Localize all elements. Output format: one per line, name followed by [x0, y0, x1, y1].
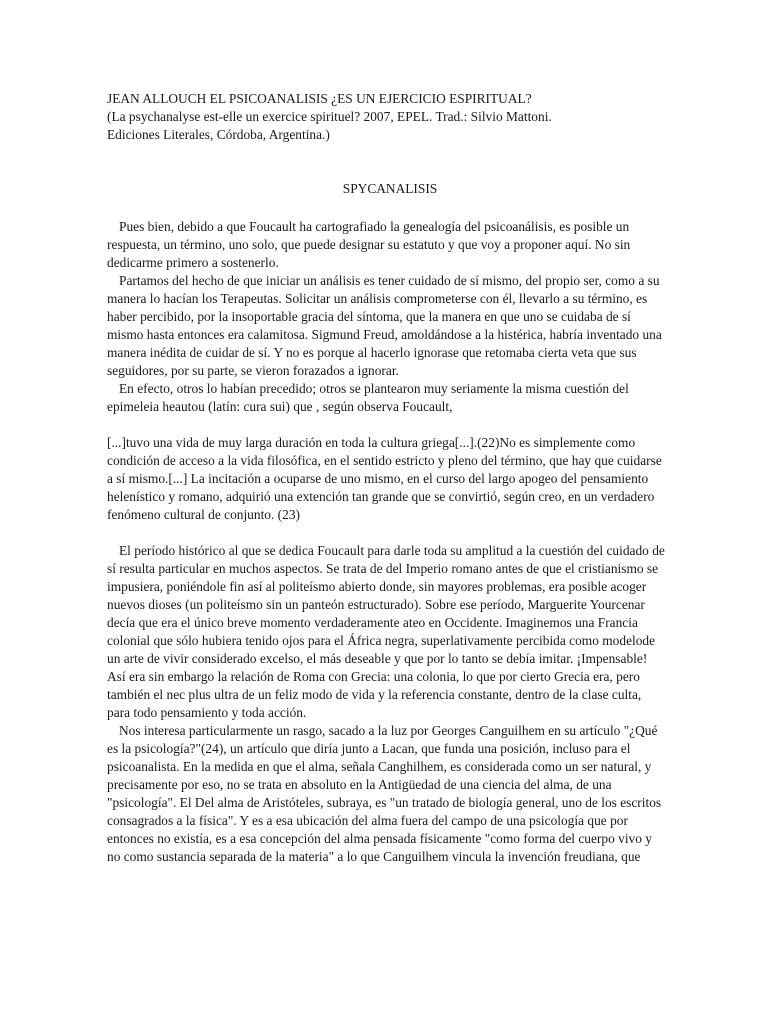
body-paragraph: El período histórico al que se dedica Foucault para darle toda su amplitud a la cuestión del cuidado de sí resulta particular en muchos aspectos. Se trata de del Imperio romano antes de que el cristianismo se impusiera, poniéndole fin así al politeísmo abierto donde, sin mayores problemas, era posible acoger nuevos dioses (un politeísmo sin un panteón estructurado). Sobre ese período, Marguerite Yourcenar decía que era el único breve momento verdaderamente ateo en Occidente. Imaginemos una Francia colonial que sólo hubiera tenido ojos para el África negra, superlativamente percibida como modelode un arte de vivir considerado excelso, el más deseable y que por lo tanto se debía imitar. ¡Impensable! Así era sin embargo la relación de Roma con Grecia: una colonia, lo que por cierto Grecia era, pero también el nec plus ultra de un feliz modo de vida y la referencia constante, dentro de la clase culta, para todo pensamiento y toda acción. [107, 543, 665, 720]
header-citation-line: (La psychanalyse est-elle un exercice spirituel? 2007, EPEL. Trad.: Silvio Mattoni. [107, 109, 552, 124]
header-publisher-line: Ediciones Literales, Córdoba, Argentina.) [107, 127, 330, 142]
document-page [107, 90, 667, 866]
header-title-line: JEAN ALLOUCH EL PSICOANALISIS ¿ES UN EJERCICIO ESPIRITUAL? [107, 91, 532, 106]
body-paragraph: Nos interesa particularmente un rasgo, sacado a la luz por Georges Canguilhem en su artículo "¿Qué es la psicología?"(24), un artículo que diría junto a Lacan, que funda una posición, incluso para el psicoanalista. En la medida en que el alma, señala Canghilhem, es considerada como un ser natural, y precisamente por eso, no se trata en absoluto en la Antigüedad de una ciencia del alma, de una "psicología". El Del alma de Aristóteles, subraya, es "un tratado de biología general, uno de los escritos consagrados a la física". Y es a esa ubicación del alma fuera del campo de una psicología que por entonces no existía, es a esa concepción del alma pensada físicamente "como forma del cuerpo vivo y no como sustancia separada de la materia" a lo que Canguilhem vincula la invención freudiana, que [107, 723, 662, 864]
section-title: SPYCANALISIS [342, 181, 438, 196]
document-header [107, 90, 667, 144]
body-paragraph: Partamos del hecho de que iniciar un análisis es tener cuidado de sí mismo, del propio ser, como a su manera lo hacían los Terapeutas. Solicitar un análisis comprometerse con él, llevarlo a su término, es haber percibido, por la insoportable gracia del síntoma, que la manera en que uno se cuidaba de sí mismo hasta entonces era calamitosa. Sigmund Freud, amoldándose a la histérica, habría inventado una manera inédita de cuidar de sí. Y no es porque al hacerlo ignorase que retomaba cierta veta que sus seguidores, por su parte, se vieron forazados a ignorar. [107, 273, 662, 378]
body-paragraph: Pues bien, debido a que Foucault ha cartografiado la genealogía del psicoanálisis, es posible un respuesta, un término, uno solo, que puede designar su estatuto y que voy a proponer aquí. No sin dedicarme primero a sostenerlo. [107, 219, 631, 270]
block-quote: [...]tuvo una vida de muy larga duración en toda la cultura griega[...].(22)No es simplemente como condición de acceso a la vida filosófica, en el sentido estricto y pleno del término, que hay que cuidarse a sí mismo.[...] La incitación a ocuparse de uno mismo, en el curso del largo apogeo del pensamiento helenístico y romano, adquirió una extención tan grande que se convirtió, según creo, en un verdadero fenómeno cultural de conjunto. (23) [107, 435, 662, 522]
body-paragraph: En efecto, otros lo habían precedido; otros se plantearon muy seriamente la misma cuestión del epimeleia heautou (latín: cura sui) que , según observa Foucault, [107, 381, 629, 414]
